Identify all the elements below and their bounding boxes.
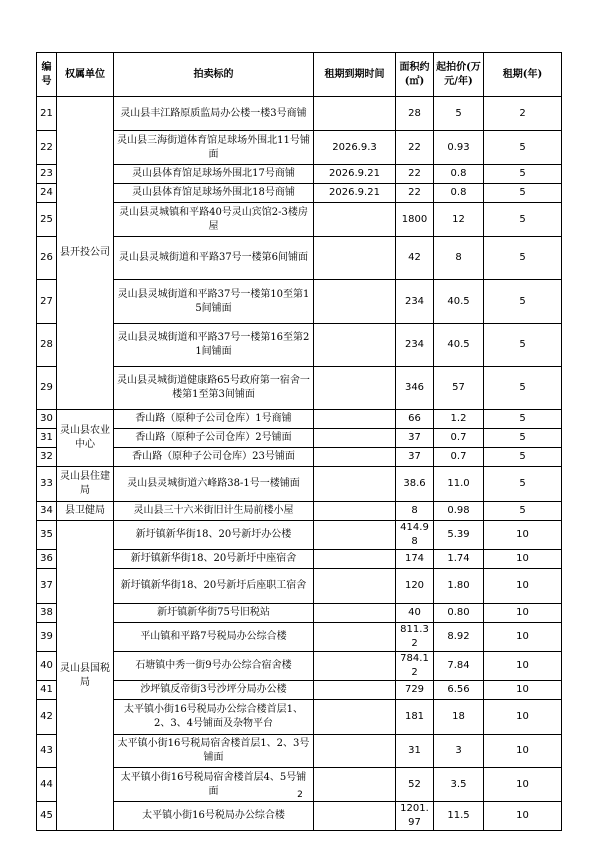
row-price: 11.5 xyxy=(434,802,484,831)
table-row xyxy=(37,502,562,521)
row-target: 香山路（原种子公司仓库）1号商铺 xyxy=(114,410,314,429)
row-no: 45 xyxy=(37,802,57,831)
row-area: 414.98 xyxy=(396,521,434,550)
table-row xyxy=(37,735,562,768)
row-area: 31 xyxy=(396,735,434,768)
row-expiry: 2026.9.21 xyxy=(314,165,396,184)
row-term: 5 xyxy=(484,429,562,448)
row-term: 10 xyxy=(484,735,562,768)
row-expiry xyxy=(314,280,396,324)
row-target: 新圩镇新华街18、20号新圩后座职工宿舍 xyxy=(114,569,314,604)
row-expiry xyxy=(314,550,396,569)
row-term: 10 xyxy=(484,604,562,623)
row-target: 灵山县灵城街道和平路37号一楼第16至第21间铺面 xyxy=(114,324,314,367)
row-target: 灵山县三十六米街旧计生局前楼小屋 xyxy=(114,502,314,521)
row-term: 5 xyxy=(484,410,562,429)
row-expiry: 2026.9.21 xyxy=(314,184,396,203)
row-term: 5 xyxy=(484,203,562,237)
row-expiry xyxy=(314,448,396,467)
row-area: 40 xyxy=(396,604,434,623)
owner-unit: 灵山县农业中心 xyxy=(57,410,114,467)
row-area: 28 xyxy=(396,97,434,131)
row-target: 石塘镇中秀一街9号办公综合宿舍楼 xyxy=(114,652,314,681)
row-term: 5 xyxy=(484,237,562,280)
row-no: 42 xyxy=(37,700,57,735)
row-expiry xyxy=(314,569,396,604)
row-term: 10 xyxy=(484,768,562,802)
row-no: 26 xyxy=(37,237,57,280)
row-area: 234 xyxy=(396,324,434,367)
row-area: 120 xyxy=(396,569,434,604)
row-price: 6.56 xyxy=(434,681,484,700)
row-term: 2 xyxy=(484,97,562,131)
row-price: 0.98 xyxy=(434,502,484,521)
row-no: 23 xyxy=(37,165,57,184)
col-header-area: 面积约(㎡) xyxy=(396,53,434,97)
row-area: 66 xyxy=(396,410,434,429)
table-row xyxy=(37,700,562,735)
row-price: 3 xyxy=(434,735,484,768)
row-term: 10 xyxy=(484,550,562,569)
row-expiry xyxy=(314,735,396,768)
row-target: 香山路（原种子公司仓库）2号铺面 xyxy=(114,429,314,448)
row-expiry xyxy=(314,203,396,237)
row-term: 5 xyxy=(484,324,562,367)
row-area: 234 xyxy=(396,280,434,324)
row-price: 8 xyxy=(434,237,484,280)
col-header-expiry: 租期到期时间 xyxy=(314,53,396,97)
row-expiry: 2026.9.3 xyxy=(314,131,396,165)
row-price: 57 xyxy=(434,367,484,410)
row-term: 10 xyxy=(484,652,562,681)
row-area: 42 xyxy=(396,237,434,280)
row-expiry xyxy=(314,237,396,280)
row-price: 3.5 xyxy=(434,768,484,802)
row-area: 811.32 xyxy=(396,623,434,652)
row-price: 0.93 xyxy=(434,131,484,165)
row-term: 10 xyxy=(484,623,562,652)
row-target: 灵山县三海街道体育馆足球场外围北11号铺面 xyxy=(114,131,314,165)
row-target: 太平镇小街16号税局宿舍楼首层1、2、3号铺面 xyxy=(114,735,314,768)
row-term: 5 xyxy=(484,131,562,165)
row-expiry xyxy=(314,700,396,735)
row-term: 10 xyxy=(484,521,562,550)
row-price: 40.5 xyxy=(434,324,484,367)
table-row xyxy=(37,652,562,681)
table-row xyxy=(37,410,562,429)
row-price: 8.92 xyxy=(434,623,484,652)
row-price: 1.2 xyxy=(434,410,484,429)
row-no: 25 xyxy=(37,203,57,237)
row-term: 10 xyxy=(484,700,562,735)
col-header-price: 起拍价(万元/年) xyxy=(434,53,484,97)
table-row xyxy=(37,429,562,448)
row-target: 太平镇小街16号税局办公综合楼 xyxy=(114,802,314,831)
row-term: 5 xyxy=(484,280,562,324)
table-row xyxy=(37,280,562,324)
row-expiry xyxy=(314,802,396,831)
row-price: 0.8 xyxy=(434,165,484,184)
row-expiry xyxy=(314,652,396,681)
row-area: 22 xyxy=(396,131,434,165)
row-area: 22 xyxy=(396,184,434,203)
row-expiry xyxy=(314,467,396,502)
row-price: 11.0 xyxy=(434,467,484,502)
row-expiry xyxy=(314,367,396,410)
row-target: 太平镇小街16号税局宿舍楼首层4、5号铺面 xyxy=(114,768,314,802)
row-area: 181 xyxy=(396,700,434,735)
table-row xyxy=(37,184,562,203)
table-row xyxy=(37,569,562,604)
row-price: 40.5 xyxy=(434,280,484,324)
row-target: 灵山县灵城镇和平路40号灵山宾馆2-3楼房屋 xyxy=(114,203,314,237)
table-row xyxy=(37,467,562,502)
row-target: 灵山县体育馆足球场外围北17号商铺 xyxy=(114,165,314,184)
row-no: 34 xyxy=(37,502,57,521)
row-area: 1201.97 xyxy=(396,802,434,831)
row-no: 29 xyxy=(37,367,57,410)
row-no: 22 xyxy=(37,131,57,165)
row-target: 新圩镇新华街18、20号新圩中座宿舍 xyxy=(114,550,314,569)
row-target: 灵山县丰江路原质监局办公楼一楼3号商铺 xyxy=(114,97,314,131)
row-target: 香山路（原种子公司仓库）23号铺面 xyxy=(114,448,314,467)
auction-table xyxy=(36,52,562,831)
row-term: 5 xyxy=(484,367,562,410)
row-price: 0.7 xyxy=(434,448,484,467)
owner-unit: 县卫健局 xyxy=(57,502,114,521)
row-price: 0.7 xyxy=(434,429,484,448)
row-no: 43 xyxy=(37,735,57,768)
row-expiry xyxy=(314,521,396,550)
row-target: 灵山县灵城街道和平路37号一楼第6间铺面 xyxy=(114,237,314,280)
row-area: 729 xyxy=(396,681,434,700)
table-row xyxy=(37,237,562,280)
row-no: 36 xyxy=(37,550,57,569)
row-expiry xyxy=(314,604,396,623)
table-row xyxy=(37,604,562,623)
row-target: 沙坪镇反帝街3号沙坪分局办公楼 xyxy=(114,681,314,700)
col-header-unit: 权属单位 xyxy=(57,53,114,97)
row-area: 37 xyxy=(396,429,434,448)
row-target: 新圩镇新华街18、20号新圩办公楼 xyxy=(114,521,314,550)
row-area: 784.12 xyxy=(396,652,434,681)
table-row xyxy=(37,165,562,184)
col-header-no: 编号 xyxy=(37,53,57,97)
row-expiry xyxy=(314,97,396,131)
row-area: 8 xyxy=(396,502,434,521)
row-expiry xyxy=(314,429,396,448)
row-target: 灵山县灵城街道和平路37号一楼第10至第15间铺面 xyxy=(114,280,314,324)
row-no: 21 xyxy=(37,97,57,131)
row-area: 38.6 xyxy=(396,467,434,502)
row-no: 24 xyxy=(37,184,57,203)
row-area: 174 xyxy=(396,550,434,569)
owner-unit: 灵山县住建局 xyxy=(57,467,114,502)
row-expiry xyxy=(314,623,396,652)
row-no: 37 xyxy=(37,569,57,604)
table-row xyxy=(37,367,562,410)
row-price: 12 xyxy=(434,203,484,237)
row-area: 52 xyxy=(396,768,434,802)
row-price: 1.74 xyxy=(434,550,484,569)
row-target: 灵山县灵城街道六峰路38-1号一楼铺面 xyxy=(114,467,314,502)
row-no: 41 xyxy=(37,681,57,700)
row-price: 1.80 xyxy=(434,569,484,604)
row-no: 32 xyxy=(37,448,57,467)
table-row xyxy=(37,203,562,237)
row-area: 346 xyxy=(396,367,434,410)
row-expiry xyxy=(314,410,396,429)
row-no: 35 xyxy=(37,521,57,550)
row-no: 27 xyxy=(37,280,57,324)
row-expiry xyxy=(314,324,396,367)
row-term: 5 xyxy=(484,448,562,467)
table-row xyxy=(37,802,562,831)
row-target: 灵山县灵城街道健康路65号政府第一宿舍一楼第1至第3间铺面 xyxy=(114,367,314,410)
row-no: 44 xyxy=(37,768,57,802)
table-row xyxy=(37,131,562,165)
table-row xyxy=(37,550,562,569)
row-no: 28 xyxy=(37,324,57,367)
row-price: 0.8 xyxy=(434,184,484,203)
row-no: 30 xyxy=(37,410,57,429)
row-expiry xyxy=(314,502,396,521)
row-price: 18 xyxy=(434,700,484,735)
table-row xyxy=(37,623,562,652)
row-term: 5 xyxy=(484,184,562,203)
row-no: 33 xyxy=(37,467,57,502)
row-term: 10 xyxy=(484,802,562,831)
row-term: 5 xyxy=(484,165,562,184)
table-row xyxy=(37,97,562,131)
row-no: 39 xyxy=(37,623,57,652)
row-price: 7.84 xyxy=(434,652,484,681)
table-row xyxy=(37,324,562,367)
col-header-term: 租期(年) xyxy=(484,53,562,97)
row-term: 10 xyxy=(484,681,562,700)
row-no: 31 xyxy=(37,429,57,448)
row-area: 37 xyxy=(396,448,434,467)
row-expiry xyxy=(314,681,396,700)
owner-unit: 县开投公司 xyxy=(57,97,114,410)
row-term: 5 xyxy=(484,467,562,502)
page-number: 2 xyxy=(297,790,303,800)
row-term: 10 xyxy=(484,569,562,604)
header-row xyxy=(37,53,562,97)
col-header-target: 拍卖标的 xyxy=(114,53,314,97)
row-target: 灵山县体育馆足球场外围北18号商铺 xyxy=(114,184,314,203)
row-area: 22 xyxy=(396,165,434,184)
row-no: 38 xyxy=(37,604,57,623)
row-target: 平山镇和平路7号税局办公综合楼 xyxy=(114,623,314,652)
row-price: 5.39 xyxy=(434,521,484,550)
row-price: 5 xyxy=(434,97,484,131)
row-target: 新圩镇新华街75号旧税站 xyxy=(114,604,314,623)
row-term: 5 xyxy=(484,502,562,521)
row-price: 0.80 xyxy=(434,604,484,623)
table-row xyxy=(37,521,562,550)
table-row xyxy=(37,448,562,467)
row-area: 1800 xyxy=(396,203,434,237)
row-no: 40 xyxy=(37,652,57,681)
row-target: 太平镇小街16号税局办公综合楼首层1、2、3、4号铺面及杂物平台 xyxy=(114,700,314,735)
table-row xyxy=(37,681,562,700)
owner-unit: 灵山县国税局 xyxy=(57,521,114,831)
